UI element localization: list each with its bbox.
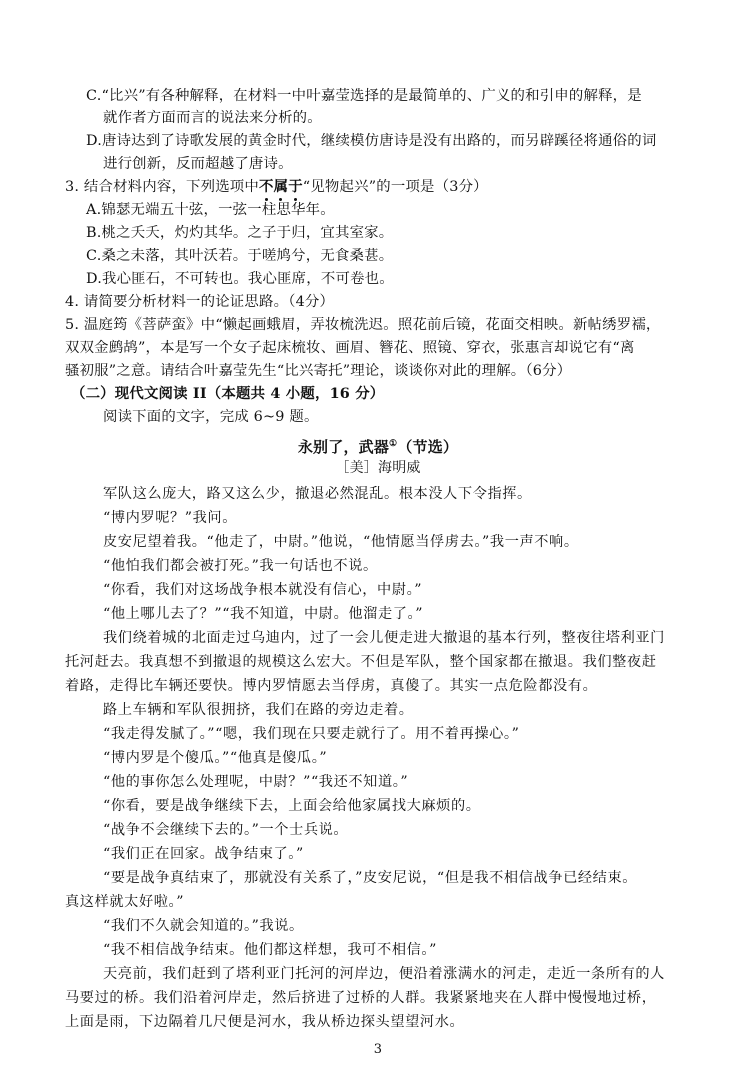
passage-line: “我们不久就会知道的。”我说。 <box>103 918 304 934</box>
passage-title-main: 永别了，武器 <box>297 438 390 456</box>
question-5-line-2: 双双金鹧鸪”，本是写一个女子起床梳妆、画眉、簪花、照镜、穿衣，张惠言却说它有“离 <box>65 340 635 356</box>
passage-line: 军队这么庞大，路又这么少，撤退必然混乱。根本没人下令指挥。 <box>103 486 532 502</box>
passage-line: 天亮前，我们赶到了塔利亚门托河的河岸边，便沿着涨满水的河走，走近一条所有的人 <box>103 966 665 982</box>
passage-line: “博内罗呢？”我问。 <box>103 510 238 526</box>
option-d-line-1: D.唐诗达到了诗歌发展的黄金时代，继续模仿唐诗是没有出路的，而另辟蹊径将通俗的词 <box>86 133 657 149</box>
q3-option-b: B.桃之夭夭，灼灼其华。之子于归，宜其室家。 <box>86 225 394 241</box>
emphasis-char: 属 <box>273 178 289 195</box>
question-5-line-3: 骚初服”之意。请结合叶嘉莹先生“比兴寄托”理论，谈谈你对此的理解。（6分） <box>65 363 572 379</box>
q3-option-c: C.桑之未落，其叶沃若。于嗟鸠兮，无食桑葚。 <box>86 248 394 264</box>
passage-line: “你看，要是战争继续下去，上面会给他家属找大麻烦的。 <box>103 798 481 814</box>
question-5-line-1: 5. 温庭筠《菩萨蛮》中“懒起画蛾眉，弄妆梳洗迟。照花前后镜，花面交相映。新帖绣罗襦， <box>65 317 661 333</box>
passage-line: 马要过的桥。我们沿着河岸走，然后挤进了过桥的人群。我紧紧地夹在人群中慢慢地过桥， <box>65 990 657 1006</box>
question-3-prefix: 3. 结合材料内容，下列选项中 <box>65 179 259 195</box>
passage-line: “我走得发腻了。”“嗯，我们现在只要走就行了。用不着再操心。” <box>103 726 520 742</box>
passage-line: “你看，我们对这场战争根本就没有信心，中尉。” <box>103 582 423 598</box>
q3-option-a: A.锦瑟无端五十弦，一弦一柱思华年。 <box>86 202 335 218</box>
question-3-suffix: “见物起兴”的一项是（3分） <box>302 179 488 195</box>
question-4: 4. 请简要分析材料一的论证思路。（4分） <box>65 294 335 310</box>
page-number: 3 <box>373 1042 383 1057</box>
passage-line: 托河赶去。我真想不到撤退的规模这么宏大。不但是军队，整个国家都在撤退。我们整夜赶 <box>65 654 657 670</box>
passage-line: 真这样就太好啦。” <box>65 894 185 910</box>
passage-line: “他的事你怎么处理呢，中尉？”“我还不知道。” <box>103 774 409 790</box>
passage-line: 皮安尼望着我。“他走了，中尉。”他说，“他情愿当俘虏去。”我一声不响。 <box>103 534 579 550</box>
passage-line: “战争不会继续下去的。”一个士兵说。 <box>103 822 349 838</box>
passage-author: ［美］海明威 <box>335 460 421 476</box>
passage-title <box>0 434 756 457</box>
passage-line: “我们正在回家。战争结束了。” <box>103 846 304 862</box>
section-heading: （二）现代文阅读 II（本题共 4 小题，16 分） <box>71 385 385 402</box>
passage-line: 着路，走得比车辆还要快。博内罗情愿去当俘虏，真傻了。其实一点危险都没有。 <box>65 678 598 694</box>
passage-line: 上面是雨，下边隔着几尺便是河水，我从桥边探头望望河水。 <box>65 1014 465 1030</box>
emphasis-char: 于 <box>288 178 303 195</box>
q3-option-d: D.我心匪石，不可转也。我心匪席，不可卷也。 <box>86 271 394 287</box>
emphasis-char: 不 <box>259 178 274 195</box>
passage-line: “我不相信战争结束。他们都这样想，我可不相信。” <box>103 942 437 958</box>
passage-line: 路上车辆和军队很拥挤，我们在路的旁边走着。 <box>103 702 414 718</box>
option-d-line-2: 进行创新，反而超越了唐诗。 <box>103 156 293 172</box>
passage-line: “他上哪儿去了？”“我不知道，中尉。他溜走了。” <box>103 606 424 622</box>
passage-title-sub: （节选） <box>397 438 459 456</box>
passage-line: “博内罗是个傻瓜。”“他真是傻瓜。” <box>103 750 328 766</box>
reading-instruction: 阅读下面的文字，完成 6~9 题。 <box>103 409 319 425</box>
option-c-line-1: C.“比兴”有各种解释，在材料一中叶嘉莹选择的是最简单的、广义的和引申的解释，是 <box>86 88 642 104</box>
passage-line: “他怕我们都会被打死。”我一句话也不说。 <box>103 558 378 574</box>
footnote-marker: ① <box>389 439 398 449</box>
option-c-line-2: 就作者方面而言的说法来分析的。 <box>103 110 322 126</box>
passage-line: “要是战争真结束了，那就没有关系了，”皮安尼说，“但是我不相信战争已经结束。 <box>103 870 638 886</box>
passage-line: 我们绕着城的北面走过乌迪内，过了一会儿便走进大撤退的基本行列，整夜往塔利亚门 <box>103 630 665 646</box>
question-3 <box>65 177 488 197</box>
